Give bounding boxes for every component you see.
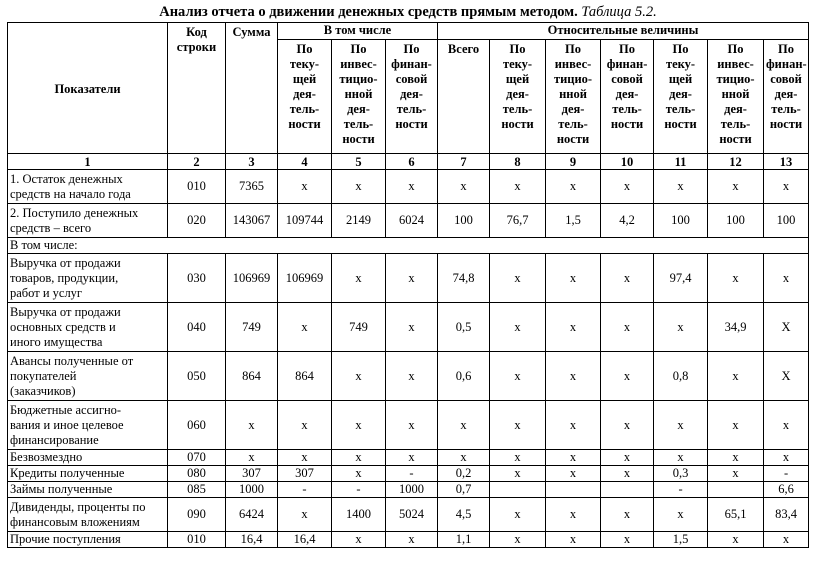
header-line: финан- — [766, 57, 807, 71]
row-label-line: Безвозмездно — [10, 450, 83, 464]
cell-value: х — [278, 401, 332, 450]
cell-value: х — [708, 466, 764, 482]
cell-value: Х — [764, 352, 809, 401]
column-numbers-row — [8, 154, 809, 170]
cell-value: х — [601, 303, 654, 352]
row-code: 010 — [168, 532, 226, 548]
row-label — [8, 254, 168, 303]
cell-value: х — [546, 532, 601, 548]
header-finance-rel — [601, 40, 654, 154]
table-row — [8, 238, 809, 254]
cell-value: 16,4 — [226, 532, 278, 548]
row-label-line: Выручка от продажи — [10, 255, 121, 270]
cell-value: х — [654, 303, 708, 352]
header-line: совой — [611, 72, 643, 86]
table-row — [8, 498, 809, 532]
row-label-line: финансовым вложениям — [10, 514, 140, 529]
column-number: 2 — [168, 154, 226, 170]
header-line: инвес- — [717, 57, 754, 71]
cell-value: 106969 — [278, 254, 332, 303]
header-line: дея- — [615, 87, 639, 101]
cell-value: х — [490, 170, 546, 204]
table-number: Таблица 5.2. — [581, 4, 657, 20]
row-label-line: средств – всего — [10, 220, 92, 235]
table-title — [0, 4, 816, 21]
cell-value: - — [278, 482, 332, 498]
cell-value: 7365 — [226, 170, 278, 204]
cell-value: х — [546, 303, 601, 352]
row-label-line: Бюджетные ассигно- — [10, 402, 122, 417]
header-invest-rel — [546, 40, 601, 154]
header-line: инвес- — [340, 57, 377, 71]
row-label-line: Авансы полученные от — [10, 353, 134, 368]
row-label-line: Кредиты полученные — [10, 466, 125, 480]
cell-value: 100 — [438, 204, 490, 238]
column-number: 13 — [764, 154, 809, 170]
cell-value: 6024 — [386, 204, 438, 238]
row-label-line: (заказчиков) — [10, 383, 76, 398]
header-line: финан- — [391, 57, 432, 71]
header-line: ности — [288, 117, 321, 131]
header-code: Код строки — [168, 23, 226, 154]
cell-value: 0,5 — [438, 303, 490, 352]
cell-value: х — [490, 498, 546, 532]
cell-value: х — [708, 352, 764, 401]
column-number: 12 — [708, 154, 764, 170]
row-label-line: 1. Остаток денежных — [10, 171, 123, 186]
table-row — [8, 532, 809, 548]
row-label-line: покупателей — [10, 368, 77, 383]
cell-value: 1,5 — [654, 532, 708, 548]
cell-value: х — [764, 532, 809, 548]
column-number: 7 — [438, 154, 490, 170]
header-line: тель- — [502, 102, 533, 116]
row-label — [8, 401, 168, 450]
cell-value: 100 — [708, 204, 764, 238]
header-line: дея- — [774, 87, 798, 101]
cell-value: 5024 — [386, 498, 438, 532]
row-label-line: основных средств и — [10, 319, 116, 334]
header-line: тель- — [771, 102, 801, 116]
cell-value: 100 — [764, 204, 809, 238]
header-line: дея- — [724, 102, 747, 116]
column-number: 11 — [654, 154, 708, 170]
row-label — [8, 450, 168, 466]
row-label-line: 2. Поступило денежных — [10, 205, 139, 220]
cell-value: Х — [764, 303, 809, 352]
header-current-rel — [490, 40, 546, 154]
header-line: совой — [770, 72, 802, 86]
cell-value: х — [490, 401, 546, 450]
header-invest-rel-2 — [708, 40, 764, 154]
cell-value: х — [438, 170, 490, 204]
cell-value: х — [490, 254, 546, 303]
cell-value: х — [546, 352, 601, 401]
column-number: 9 — [546, 154, 601, 170]
table-row — [8, 303, 809, 352]
header-line: По — [509, 42, 526, 56]
header-indicators: Показатели — [8, 23, 168, 154]
row-label-line: работ и услуг — [10, 285, 83, 300]
cell-value: х — [332, 466, 386, 482]
cell-value: х — [332, 170, 386, 204]
cash-flow-table — [7, 22, 809, 548]
header-line: финан- — [606, 57, 648, 71]
cell-value — [546, 482, 601, 498]
table-row — [8, 450, 809, 466]
header-line: ности — [395, 117, 428, 131]
header-line: теку- — [665, 57, 696, 71]
cell-value: х — [332, 401, 386, 450]
header-line: тель- — [343, 117, 374, 131]
cell-value: 106969 — [226, 254, 278, 303]
cell-value: х — [654, 401, 708, 450]
cell-value: х — [601, 498, 654, 532]
cell-value: 65,1 — [708, 498, 764, 532]
header-line: нной — [344, 87, 373, 101]
cell-value: х — [654, 170, 708, 204]
header-line: По — [565, 42, 582, 56]
row-label-line: Дивиденды, проценты по — [10, 499, 146, 514]
cell-value: х — [601, 532, 654, 548]
row-label — [8, 303, 168, 352]
row-label-line: средств на начало года — [10, 186, 131, 201]
header-line: тель- — [720, 117, 751, 131]
header-line: дея- — [561, 102, 585, 116]
header-line: теку- — [502, 57, 533, 71]
cell-value: х — [601, 450, 654, 466]
header-line: По — [350, 42, 367, 56]
column-number: 5 — [332, 154, 386, 170]
cell-value: 749 — [332, 303, 386, 352]
cell-value: х — [546, 498, 601, 532]
cell-value: 0,8 — [654, 352, 708, 401]
row-label-line: Прочие поступления — [10, 532, 121, 546]
column-number: 3 — [226, 154, 278, 170]
header-line: теку- — [289, 57, 320, 71]
table-row — [8, 466, 809, 482]
cell-value: 100 — [654, 204, 708, 238]
cell-value: х — [386, 450, 438, 466]
header-line: По — [672, 42, 689, 56]
cell-value: х — [601, 254, 654, 303]
row-label — [8, 238, 809, 254]
row-label-line: Выручка от продажи — [10, 304, 121, 319]
cell-value: х — [332, 450, 386, 466]
header-line: По — [778, 42, 795, 56]
table-row — [8, 352, 809, 401]
cell-value: х — [278, 170, 332, 204]
cell-value: 143067 — [226, 204, 278, 238]
row-code: 050 — [168, 352, 226, 401]
header-line: тель- — [558, 117, 588, 131]
cell-value: 97,4 — [654, 254, 708, 303]
cell-value: х — [278, 498, 332, 532]
header-line: щей — [668, 72, 693, 86]
cell-value: 307 — [278, 466, 332, 482]
cell-value: х — [438, 401, 490, 450]
column-number: 6 — [386, 154, 438, 170]
cell-value: 16,4 — [278, 532, 332, 548]
cell-value: х — [546, 466, 601, 482]
cell-value: х — [386, 170, 438, 204]
cell-value: х — [601, 466, 654, 482]
cell-value: 6,6 — [764, 482, 809, 498]
row-label-line: финансирование — [10, 432, 99, 447]
header-sum: Сумма — [226, 23, 278, 154]
cell-value: 864 — [278, 352, 332, 401]
cell-value: 1,5 — [546, 204, 601, 238]
header-including: В том числе — [278, 23, 438, 40]
header-line: По — [727, 42, 744, 56]
cell-value: 1000 — [386, 482, 438, 498]
cell-value: 749 — [226, 303, 278, 352]
cell-value: х — [708, 254, 764, 303]
header-line: дея- — [669, 87, 692, 101]
cell-value: 2149 — [332, 204, 386, 238]
cell-value: х — [654, 498, 708, 532]
cell-value: х — [490, 352, 546, 401]
cell-value: 1400 — [332, 498, 386, 532]
cell-value: х — [226, 401, 278, 450]
row-label — [8, 532, 168, 548]
column-number: 8 — [490, 154, 546, 170]
cell-value: х — [764, 401, 809, 450]
table-row — [8, 401, 809, 450]
cell-value: х — [490, 466, 546, 482]
cell-value: х — [490, 532, 546, 548]
cell-value: х — [386, 303, 438, 352]
cell-value: х — [654, 450, 708, 466]
row-label — [8, 352, 168, 401]
header-line: ности — [769, 117, 803, 131]
cell-value: 83,4 — [764, 498, 809, 532]
row-label — [8, 466, 168, 482]
cell-value: 74,8 — [438, 254, 490, 303]
cell-value: 4,5 — [438, 498, 490, 532]
header-line: ности — [556, 132, 590, 146]
column-number: 10 — [601, 154, 654, 170]
cell-value: х — [708, 532, 764, 548]
header-current-abs — [278, 40, 332, 154]
column-number: 4 — [278, 154, 332, 170]
cell-value: 0,6 — [438, 352, 490, 401]
cell-value: х — [546, 170, 601, 204]
header-line: совой — [395, 72, 428, 86]
cell-value: х — [708, 401, 764, 450]
cell-value: 0,7 — [438, 482, 490, 498]
cell-value — [708, 482, 764, 498]
cell-value: 1,1 — [438, 532, 490, 548]
header-line: щей — [505, 72, 530, 86]
cell-value: х — [226, 450, 278, 466]
column-number: 1 — [8, 154, 168, 170]
header-line: тель- — [289, 102, 320, 116]
row-code: 020 — [168, 204, 226, 238]
row-code: 030 — [168, 254, 226, 303]
header-finance-abs — [386, 40, 438, 154]
cell-value: х — [601, 401, 654, 450]
row-label — [8, 498, 168, 532]
row-code: 060 — [168, 401, 226, 450]
header-line: дея- — [506, 87, 529, 101]
cell-value: 76,7 — [490, 204, 546, 238]
cell-value: 109744 — [278, 204, 332, 238]
cell-value: х — [601, 170, 654, 204]
row-code: 010 — [168, 170, 226, 204]
table-row — [8, 254, 809, 303]
cell-value: 0,3 — [654, 466, 708, 482]
header-line: тель- — [665, 102, 696, 116]
title-main: Анализ отчета о движении денежных средств прямым методом. — [159, 4, 578, 20]
cell-value: х — [278, 450, 332, 466]
cell-value: х — [386, 352, 438, 401]
cell-value: 307 — [226, 466, 278, 482]
cell-value: х — [708, 450, 764, 466]
table-row — [8, 482, 809, 498]
cell-value — [601, 482, 654, 498]
header-line: инвес- — [554, 57, 592, 71]
cell-value: 1000 — [226, 482, 278, 498]
header-line: тицио- — [553, 72, 593, 86]
row-code: 040 — [168, 303, 226, 352]
header-current-rel-2 — [654, 40, 708, 154]
cell-value: - — [332, 482, 386, 498]
table-row — [8, 204, 809, 238]
cell-value: х — [546, 254, 601, 303]
cell-value: х — [490, 450, 546, 466]
cell-value: х — [386, 254, 438, 303]
row-label — [8, 170, 168, 204]
header-finance-rel-2 — [764, 40, 809, 154]
cell-value: х — [386, 401, 438, 450]
cell-value: х — [490, 303, 546, 352]
cell-value: х — [764, 450, 809, 466]
header-line: ности — [719, 132, 752, 146]
cell-value: 34,9 — [708, 303, 764, 352]
header-line: По — [619, 42, 636, 56]
header-line: дея- — [347, 102, 370, 116]
cell-value: х — [332, 254, 386, 303]
row-label — [8, 482, 168, 498]
cell-value — [490, 482, 546, 498]
row-code: 070 — [168, 450, 226, 466]
cell-value: х — [601, 352, 654, 401]
header-total-rel: Всего — [438, 40, 490, 154]
header-line: По — [403, 42, 420, 56]
row-label-line: вания и иное целевое — [10, 417, 124, 432]
header-line: щей — [292, 72, 317, 86]
cell-value: х — [764, 254, 809, 303]
header-invest-abs — [332, 40, 386, 154]
header-line: ности — [664, 117, 697, 131]
row-label-line: Займы полученные — [10, 482, 113, 496]
cell-value: 6424 — [226, 498, 278, 532]
cell-value: - — [386, 466, 438, 482]
header-line: тицио- — [339, 72, 378, 86]
header-line: ности — [342, 132, 375, 146]
cell-value: х — [708, 170, 764, 204]
header-line: ности — [501, 117, 534, 131]
cell-value: х — [764, 170, 809, 204]
cell-value: х — [332, 532, 386, 548]
cell-value: х — [332, 352, 386, 401]
header-line: тель- — [396, 102, 427, 116]
header-line: дея- — [400, 87, 423, 101]
cell-value: 864 — [226, 352, 278, 401]
cell-value: х — [278, 303, 332, 352]
header-relative: Относительные величины — [438, 23, 809, 40]
row-label-line: товаров, продукции, — [10, 270, 119, 285]
header-line: По — [296, 42, 313, 56]
row-code: 085 — [168, 482, 226, 498]
table-row — [8, 170, 809, 204]
cell-value: х — [546, 401, 601, 450]
row-code: 090 — [168, 498, 226, 532]
header-line: тель- — [612, 102, 642, 116]
header-line: тицио- — [716, 72, 755, 86]
cell-value: х — [438, 450, 490, 466]
header-line: ности — [610, 117, 644, 131]
cell-value: - — [764, 466, 809, 482]
header-line: дея- — [293, 87, 316, 101]
header-line: нной — [721, 87, 750, 101]
row-code: 080 — [168, 466, 226, 482]
row-label-line: В том числе: — [10, 238, 78, 252]
cell-value: - — [654, 482, 708, 498]
cell-value: х — [546, 450, 601, 466]
row-label — [8, 204, 168, 238]
cell-value: 4,2 — [601, 204, 654, 238]
cell-value: 0,2 — [438, 466, 490, 482]
cell-value: х — [386, 532, 438, 548]
header-line: нной — [559, 87, 587, 101]
row-label-line: иного имущества — [10, 334, 103, 349]
